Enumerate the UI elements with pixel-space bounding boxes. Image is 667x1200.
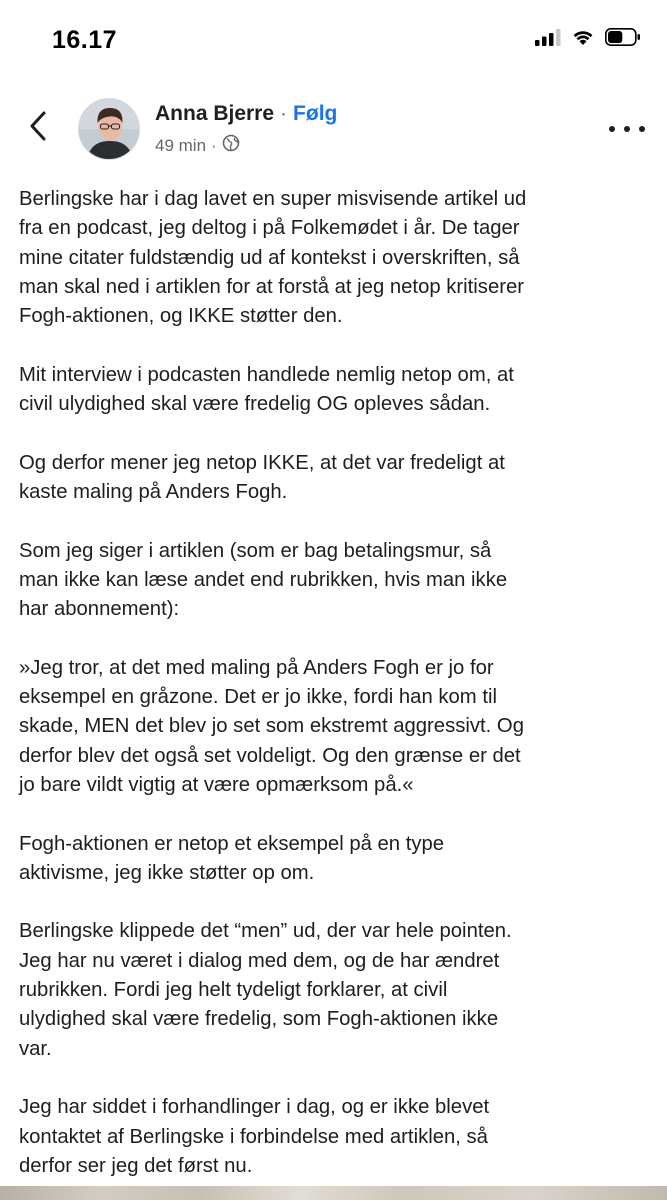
post-paragraph: Som jeg siger i artiklen (som er bag betalingsmur, så man ikke kan læse andet end rubrikken, hvis man ikke har abonnement): (19, 539, 508, 621)
more-options-button[interactable] (609, 120, 645, 138)
post-header (0, 96, 667, 162)
more-horizontal-icon (609, 126, 615, 132)
globe-icon[interactable] (222, 134, 240, 157)
post-timestamp[interactable]: 49 min (155, 135, 207, 155)
battery-icon (605, 28, 641, 51)
post-photo[interactable] (0, 1186, 667, 1200)
status-icons (535, 28, 641, 51)
wifi-icon (571, 28, 595, 51)
cellular-signal-icon (535, 28, 561, 51)
avatar[interactable] (78, 98, 140, 160)
follow-button[interactable]: Følg (293, 102, 338, 125)
post-paragraph: Mit interview i podcasten handlede nemlig netop om, at civil ulydighed skal være fredelig OG opleves sådan. (19, 363, 514, 416)
meta-separator: · (211, 135, 217, 155)
post-paragraph: Fogh-aktionen er netop et eksempel på en type aktivisme, jeg ikke støtter op om. (19, 832, 445, 884)
post-paragraph: »Jeg tror, at det med maling på Anders Fogh er jo for eksempel en gråzone. Det er jo ikke, fordi han kom til skade, MEN det blev jo set som ekstremt aggressivt. Og derfor blev det også set voldeligt. Og den grænse er det jo bare vildt vigtig at være opmærksom på.« (19, 656, 524, 796)
post-meta (155, 134, 240, 157)
post-paragraph: Berlingske har i dag lavet en super misvisende artikel ud fra en podcast, jeg deltog i på Folkemødet i år. De tager mine citater fuldstændig ud af kontekst i overskriften, så man skal ned i artiklen for at forstå at jeg netop kritiserer Fogh-aktionen, og IKKE støtter den. (19, 188, 527, 328)
status-bar (0, 0, 667, 80)
author-name[interactable]: Anna Bjerre (155, 102, 275, 125)
post-paragraph: Jeg har siddet i forhandlinger i dag, og er ikke blevet kontaktet af Berlingske i forbindelse med artiklen, så derfor ser jeg det først nu. (19, 1096, 490, 1177)
back-button[interactable] (22, 110, 54, 146)
status-time: 16.17 (52, 26, 118, 54)
post-paragraph: Berlingske klippede det “men” ud, der var hele pointen. Jeg har nu været i dialog med dem, og de har ændret rubrikken. Fordi jeg helt tydeligt forklarer, at civil ulydighed skal være fredelig, som Fogh-aktionen ikke var. (19, 920, 512, 1060)
post-text (19, 185, 651, 1181)
author-name-row (155, 102, 337, 126)
name-separator: · (280, 102, 288, 125)
post-paragraph: Og derfor mener jeg netop IKKE, at det var fredeligt at kaste maling på Anders Fogh. (19, 451, 505, 503)
chevron-left-icon (28, 110, 48, 147)
profile-picture (79, 99, 140, 160)
